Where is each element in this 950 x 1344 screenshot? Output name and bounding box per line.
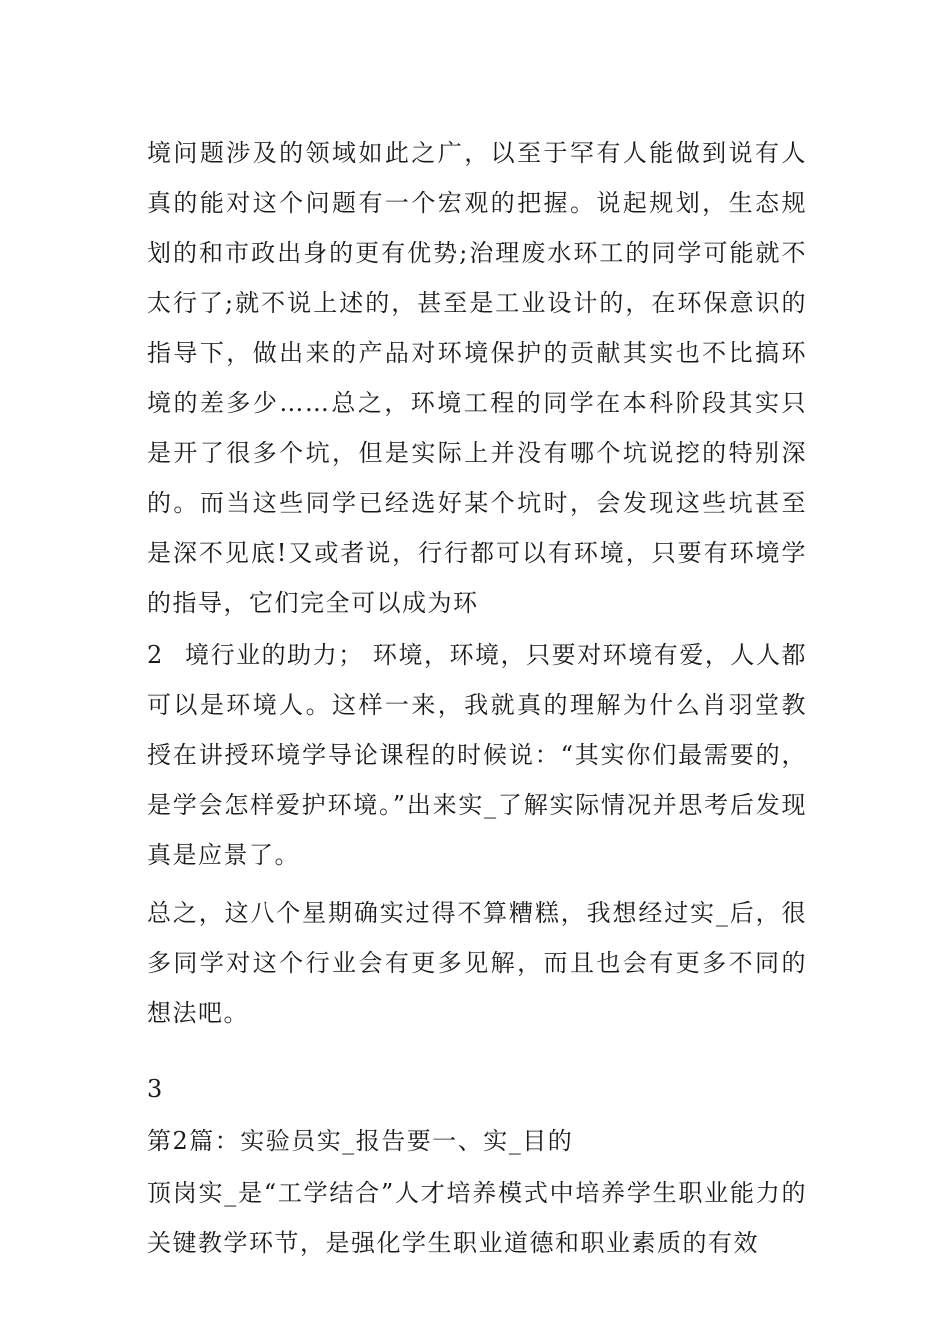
document-page [147, 128, 807, 1268]
paragraph-environment-love: 境行业的助力； 环境，环境，只要对环境有爱，人人都可以是环境人。这样一来，我就真的理解为什么肖羽堂教授在讲授环境学导论课程的时候说：“其实你们最需要的，是学会怎样爱护环境。”出来实_了解实际情况并思考后发现真是应景了。 [147, 641, 807, 869]
paragraph-environment-fields: 境问题涉及的领域如此之广，以至于罕有人能做到说有人真的能对这个问题有一个宏观的把握。说起规划，生态规划的和市政出身的更有优势;治理废水环工的同学可能就不太行了;就不说上述的，甚至是工业设计的，在环保意识的指导下，做出来的产品对环境保护的贡献其实也不比搞环境的差多少……总之，环境工程的同学在本科阶段其实只是开了很多个坑，但是实际上并没有哪个坑说挖的特别深的。而当这些同学已经选好某个坑时，会发现这些坑甚至是深不见底!又或者说，行行都可以有环境，只要有环境学的指导，它们完全可以成为环 [147, 139, 807, 617]
paragraph-internship-purpose: 顶岗实_是“工学结合”人才培养模式中培养学生职业能力的关键教学环节，是强化学生职业道德和职业素质的有效 [147, 1179, 807, 1257]
paragraph-numbered-2 [147, 630, 807, 880]
page-number-3: 3 [147, 1075, 164, 1103]
page-number-2: 2 [147, 641, 164, 669]
paragraph-summary: 总之，这八个星期确实过得不算糟糕，我想经过实_后，很多同学对这个行业会有更多见解，而且也会有更多不同的想法吧。 [147, 899, 807, 1027]
section-heading: 第2篇：实验员实_报告要一、实_目的 [147, 1127, 574, 1155]
